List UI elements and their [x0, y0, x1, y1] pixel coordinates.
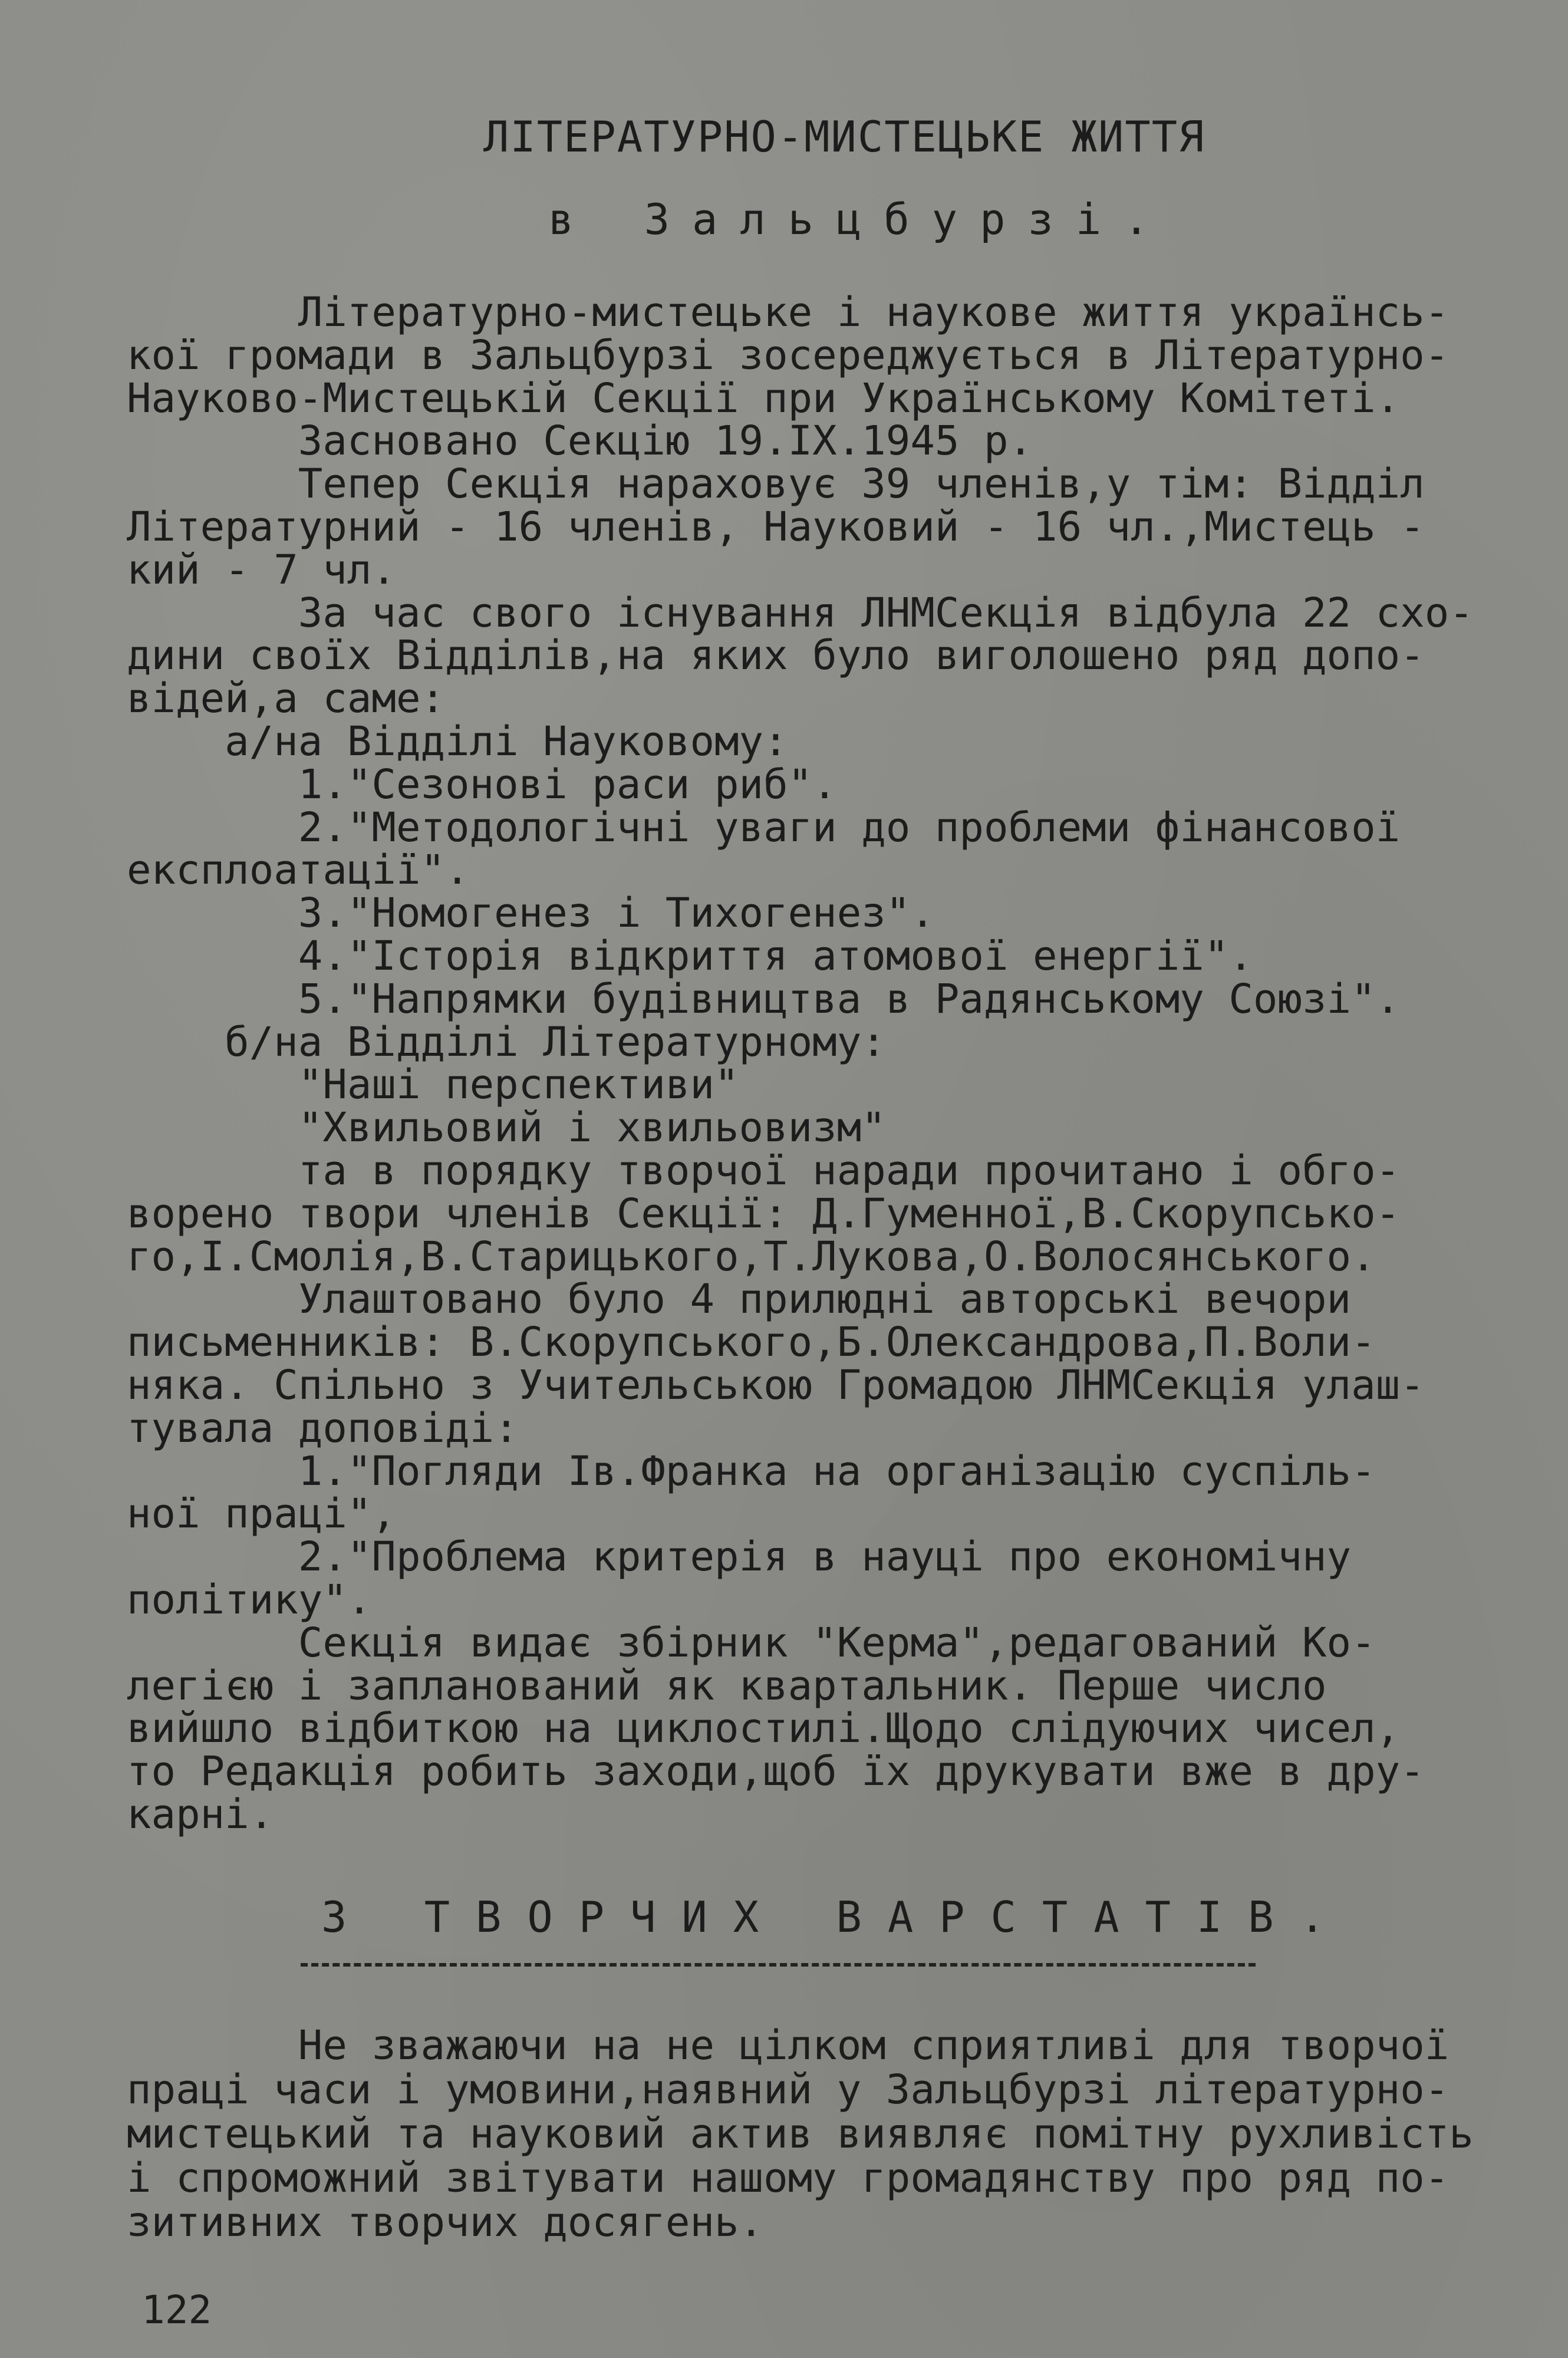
body-text-line: Науково-Мистецькій Секції при Українському Комітеті.: [127, 374, 1401, 422]
body-text-line: кої громади в Зальцбурзі зосереджується в Літературно-: [127, 331, 1450, 379]
body-text-line: кий - 7 чл.: [127, 546, 396, 594]
section-heading: З ТВОРЧИХ ВАРСТАТІВ.: [321, 1892, 1351, 1942]
report-body: [127, 289, 1530, 1838]
body-text-line: 2."Проблема критерія в науці про економічну: [127, 1533, 1352, 1581]
body-text-line: няка. Спільно з Учительською Громадою ЛНМСекція улаш-: [127, 1361, 1425, 1409]
body-text-line: Літературно-мистецьке і наукове життя українсь-: [127, 289, 1450, 336]
body-text-line: Улаштовано було 4 прилюдні авторські вечори: [127, 1276, 1352, 1323]
body-text-line: Тепер Секція нараховує 39 членів,у тім: Відділ: [127, 460, 1425, 508]
section-text-line: зитивних творчих досягень.: [127, 2199, 764, 2246]
body-text-line: "Наші перспективи": [127, 1061, 739, 1109]
body-text-line: б/на Відділі Літературному:: [127, 1018, 886, 1066]
page-subtitle: в Зальцбурзі.: [548, 195, 1172, 244]
section-text-line: мистецький та науковий актив виявляє помітну рухливість: [127, 2110, 1474, 2158]
body-text-line: письменників: В.Скорупського,Б.Олександрова,П.Воли-: [127, 1319, 1376, 1366]
body-text-line: 2."Методологічні уваги до проблеми фінансової: [127, 803, 1401, 851]
page-number: 122: [141, 2287, 212, 2333]
body-text-line: відей,а саме:: [127, 675, 446, 723]
body-text-line: ної праці",: [127, 1490, 396, 1538]
body-text-line: "Хвильовий і хвильовизм": [127, 1104, 886, 1152]
body-text-line: го,І.Смолія,В.Старицького,Т.Лукова,О.Волосянського.: [127, 1233, 1376, 1280]
section-text-line: Не зважаючи на не цілком сприятливі для творчої: [127, 2022, 1450, 2069]
body-text-line: 4."Історія відкриття атомової енергії".: [127, 932, 1253, 980]
body-text-line: легією і запланований як квартальник. Перше число: [127, 1662, 1327, 1710]
body-text-line: вийшло відбиткою на циклостилі.Щодо слідуючих чисел,: [127, 1705, 1401, 1753]
body-text-line: 1."Сезонові раси риб".: [127, 760, 837, 808]
body-text-line: політику".: [127, 1576, 372, 1623]
body-text-line: тувала доповіді:: [127, 1404, 519, 1452]
body-text-line: Літературний - 16 членів, Науковий - 16 чл.,Мистець -: [127, 503, 1425, 551]
body-text-line: дини своїх Відділів,на яких було виголошено ряд допо-: [127, 632, 1425, 680]
section-divider: [301, 1963, 1256, 1967]
section-text-line: праці часи і умовини,наявний у Зальцбурзі літературно-: [127, 2066, 1450, 2113]
section-body: [127, 2022, 1530, 2246]
body-text-line: то Редакція робить заходи,щоб їх друкувати вже в дру-: [127, 1748, 1425, 1796]
body-text-line: та в порядку творчої наради прочитано і обго-: [127, 1147, 1401, 1194]
body-text-line: 3."Номогенез і Тихогенез".: [127, 890, 935, 937]
page-title: ЛІТЕРАТУРНО-МИСТЕЦЬКЕ ЖИТТЯ: [483, 112, 1205, 162]
body-text-line: а/на Відділі Науковому:: [127, 717, 788, 765]
body-text-line: 5."Напрямки будівництва в Радянському Союзі".: [127, 975, 1401, 1023]
body-text-line: експлоатації".: [127, 847, 470, 894]
body-text-line: Засновано Секцію 19.IX.1945 р.: [127, 417, 1033, 465]
body-text-line: карні.: [127, 1790, 274, 1838]
section-text-line: і спроможний звітувати нашому громадянству про ряд по-: [127, 2155, 1450, 2202]
body-text-line: За час свого існування ЛНМСекція відбула 22 схо-: [127, 589, 1474, 637]
body-text-line: 1."Погляди Ів.Франка на організацію суспіль-: [127, 1447, 1376, 1495]
body-text-line: Секція видає збірник "Керма",редагований Ко-: [127, 1619, 1376, 1667]
body-text-line: ворено твори членів Секції: Д.Гуменної,В.Скорупсько-: [127, 1190, 1401, 1237]
